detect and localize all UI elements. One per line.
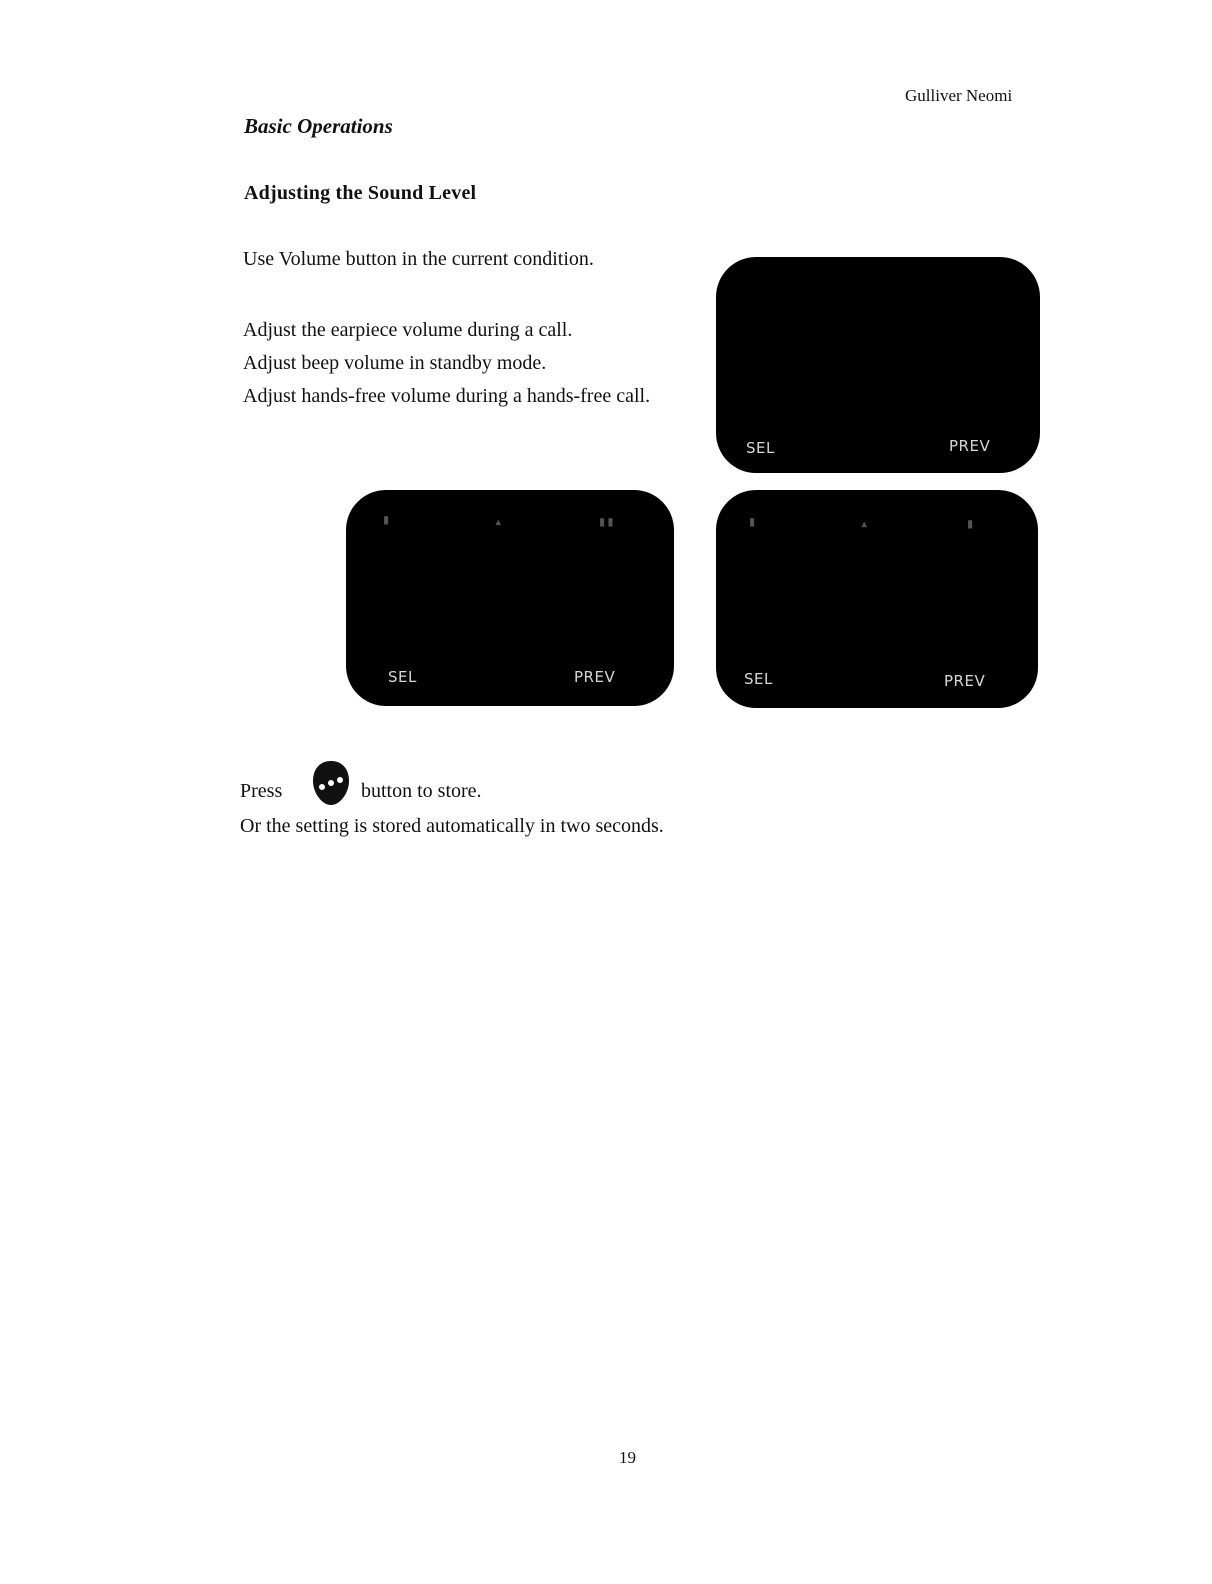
antenna-icon: ▴ [494,514,503,530]
softkey-right: PREV [949,437,991,455]
battery-icon: ▮▮ [598,514,615,530]
press-text-after: button to store. [361,780,482,802]
softkey-left: SEL [746,439,775,457]
section-title: Basic Operations [244,114,393,138]
intro-text: Use Volume button in the current condition. [243,248,594,270]
instruction-item: Adjust the earpiece volume during a call. [243,319,573,341]
phone-screen-3 [716,490,1038,708]
signal-icon: ▮ [382,512,391,528]
instruction-item: Adjust beep volume in standby mode. [243,352,547,374]
antenna-icon: ▴ [860,516,869,532]
instruction-item: Adjust hands-free volume during a hands-free call. [243,385,651,407]
menu-dots-button-icon [312,760,350,806]
phone-screen-1 [716,257,1040,473]
instruction-list [243,314,650,413]
softkey-left: SEL [744,670,773,688]
softkey-right: PREV [574,668,616,686]
phone-screen-2 [346,490,674,706]
softkey-left: SEL [388,668,417,686]
softkey-right: PREV [944,672,986,690]
page-number: 19 [619,1448,636,1467]
press-text: Press [240,780,283,802]
header-brand: Gulliver Neomi [905,86,1013,105]
auto-store-note: Or the setting is stored automatically in two seconds. [240,815,664,837]
page-heading: Adjusting the Sound Level [244,182,477,204]
battery-icon: ▮ [966,516,975,532]
signal-icon: ▮ [748,514,757,530]
